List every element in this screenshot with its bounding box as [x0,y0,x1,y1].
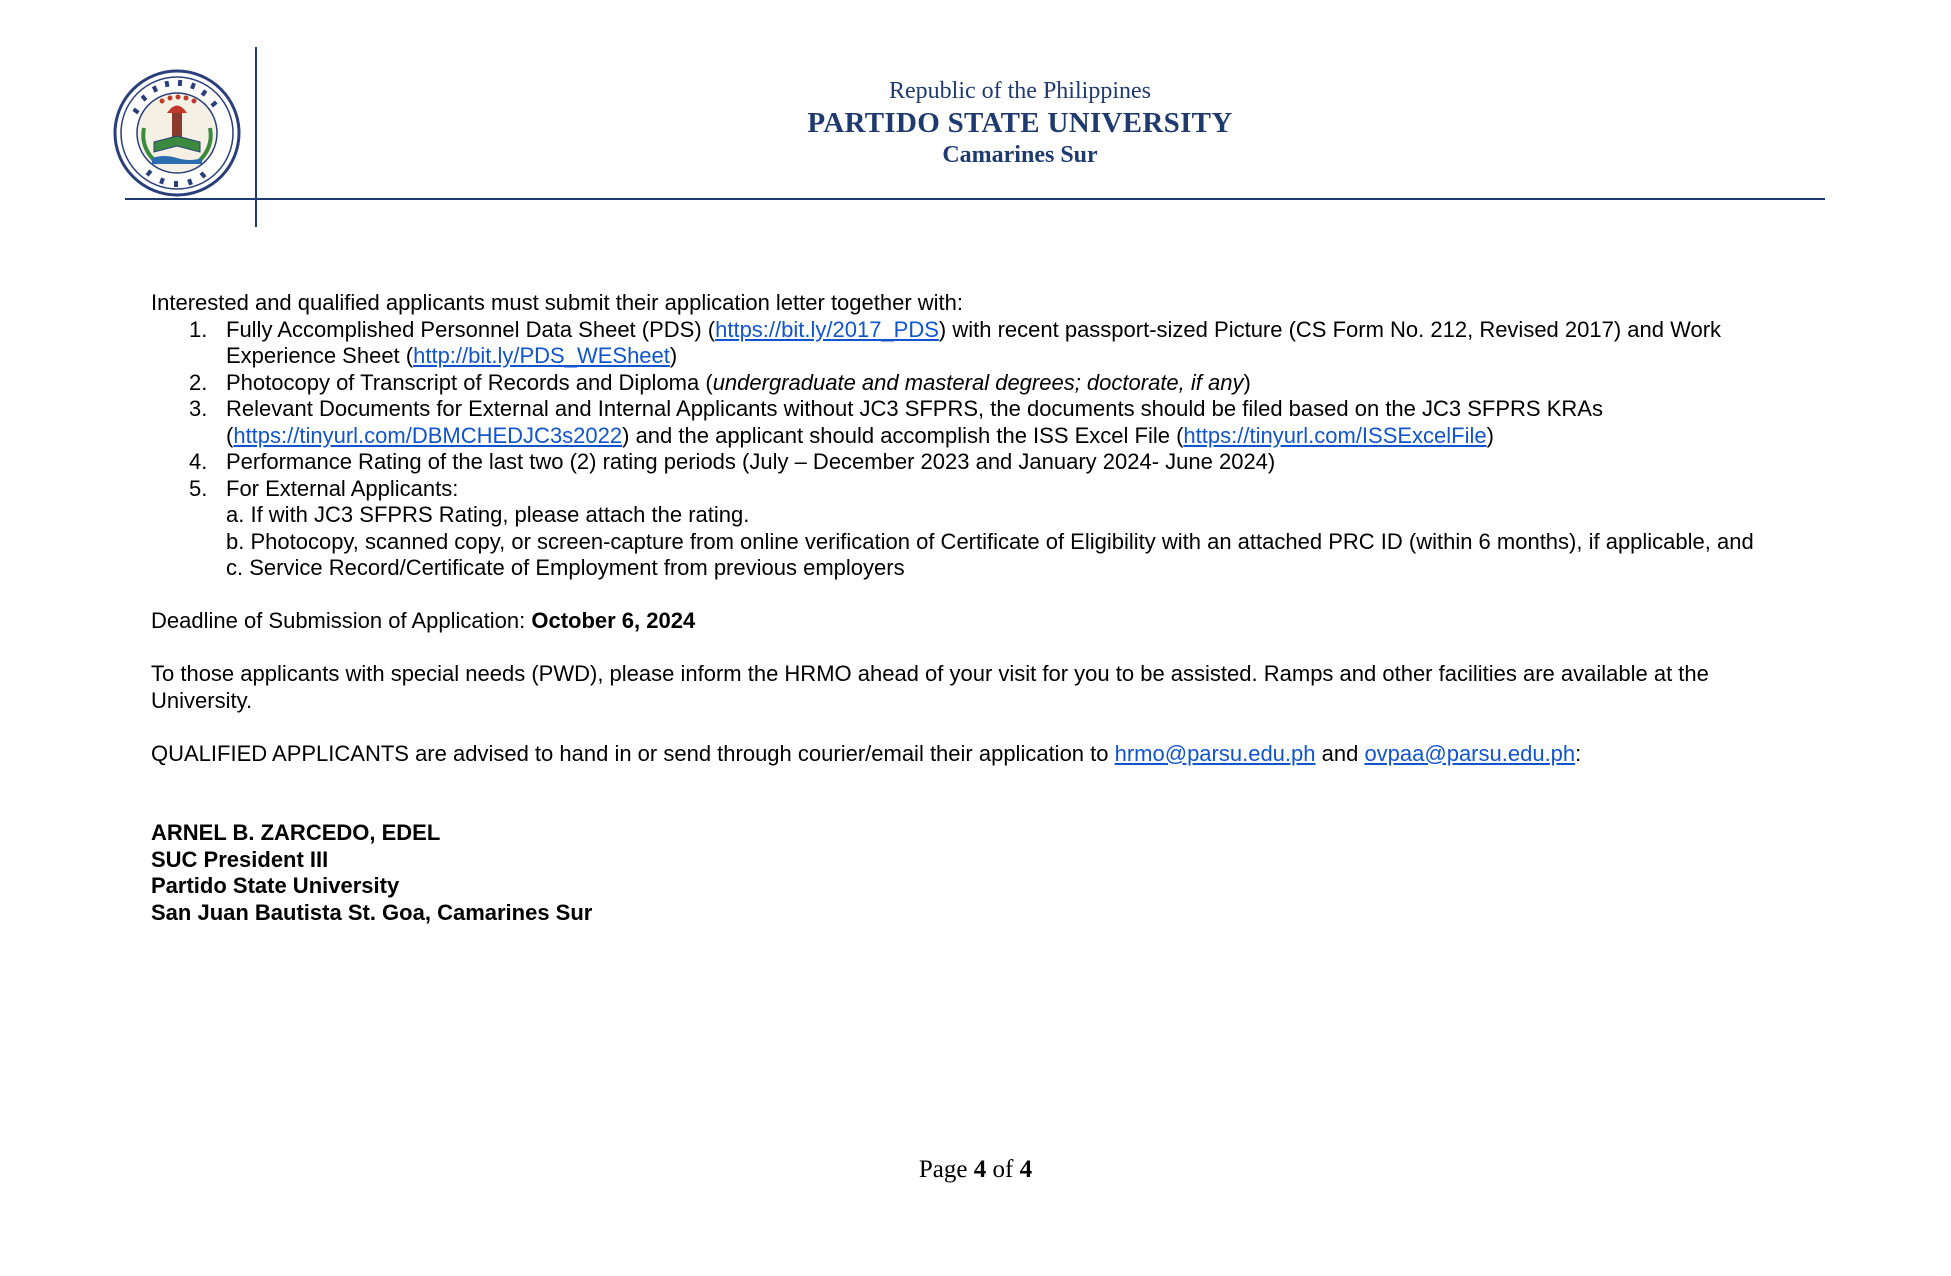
requirements-list [151,317,1811,582]
list-text: Photocopy of Transcript of Records and Diploma ( [226,369,713,395]
hrmo-email-link[interactable]: hrmo@parsu.edu.ph [1114,740,1316,766]
list-item-1 [151,317,1811,370]
list-text: ) [1486,422,1494,448]
list-number: 2. [189,369,208,395]
list-item-3 [151,396,1811,449]
iss-excel-link[interactable]: https://tinyurl.com/ISSExcelFile [1183,422,1487,448]
page-number [0,1156,1951,1184]
deadline-line [151,608,1811,635]
signatory-institution: Partido State University [151,873,400,898]
submission-line [151,741,1811,768]
header-vertical-rule [255,47,257,227]
kras-link[interactable]: https://tinyurl.com/DBMCHEDJC3s2022 [233,422,623,448]
list-number: 5. [189,475,208,501]
list-text: ) and the applicant should accomplish the ISS Excel File ( [622,422,1184,448]
of-word: of [992,1156,1014,1183]
pds-link[interactable]: https://bit.ly/2017_PDS [715,316,939,342]
sub-item-c: c. Service Record/Certificate of Employment from previous employers [226,555,905,580]
republic-line: Republic of the Philippines [889,78,1151,104]
list-item-2 [151,370,1811,397]
intro-text: Interested and qualified applicants must submit their application letter together with: [151,290,964,315]
list-number: 1. [189,316,208,342]
list-item-5 [151,476,1811,582]
header-horizontal-rule [125,198,1825,200]
deadline-label: Deadline of Submission of Application: [151,608,532,633]
page-word: Page [918,1156,968,1183]
university-name: PARTIDO STATE UNIVERSITY [807,107,1233,139]
list-number: 4. [189,449,208,474]
list-text: Relevant Documents for External and Internal Applicants without JC3 SFPRS, the documents should be filed based on the JC3 SFPRS KRAs ( [226,396,1603,448]
pwd-notice: To those applicants with special needs (PWD), please inform the HRMO ahead of your visit for you to be assisted. Ramps and other facilities are available at the University. [151,661,1709,713]
list-text: ) [1243,369,1251,395]
submission-text: and [1315,740,1365,766]
signatory-address: San Juan Bautista St. Goa, Camarines Sur [151,899,593,925]
letterhead [580,76,1460,170]
list-text: ) with recent passport-sized Picture (CS Form No. 212, Revised 2017) and Work Experience Sheet ( [226,316,1722,368]
submission-text: : [1575,740,1582,766]
document-body [151,290,1811,926]
total-pages: 4 [1019,1156,1033,1183]
wes-link[interactable]: http://bit.ly/PDS_WESheet [413,343,670,368]
university-seal-icon [112,68,242,198]
current-page: 4 [973,1156,987,1183]
sub-item-a: a. If with JC3 SFPRS Rating, please attach the rating. [226,502,750,527]
signatory-name: ARNEL B. ZARCEDO, EDEL [151,820,441,845]
list-text: Fully Accomplished Personnel Data Sheet (PDS) ( [226,316,716,342]
deadline-date: October 6, 2024 [531,608,696,633]
list-text: For External Applicants: [226,475,459,501]
list-text: Performance Rating of the last two (2) rating periods (July – December 2023 and January 2024- June 2024) [226,449,1276,474]
list-text: ) [669,343,678,368]
list-text-italic: undergraduate and masteral degrees; doctorate, if any [712,369,1244,395]
list-number: 3. [189,396,208,421]
ovpaa-email-link[interactable]: ovpaa@parsu.edu.ph [1364,740,1576,766]
signatory-position: SUC President III [151,846,329,872]
submission-text: QUALIFIED APPLICANTS are advised to hand in or send through courier/email their application to [151,740,1115,766]
list-item-4 [151,449,1811,476]
signature-block [151,820,1811,926]
sub-item-b: b. Photocopy, scanned copy, or screen-capture from online verification of Certificate of Eligibility with an attached PRC ID (within 6 months), if applicable, and [226,528,1754,554]
province-line: Camarines Sur [942,142,1098,168]
